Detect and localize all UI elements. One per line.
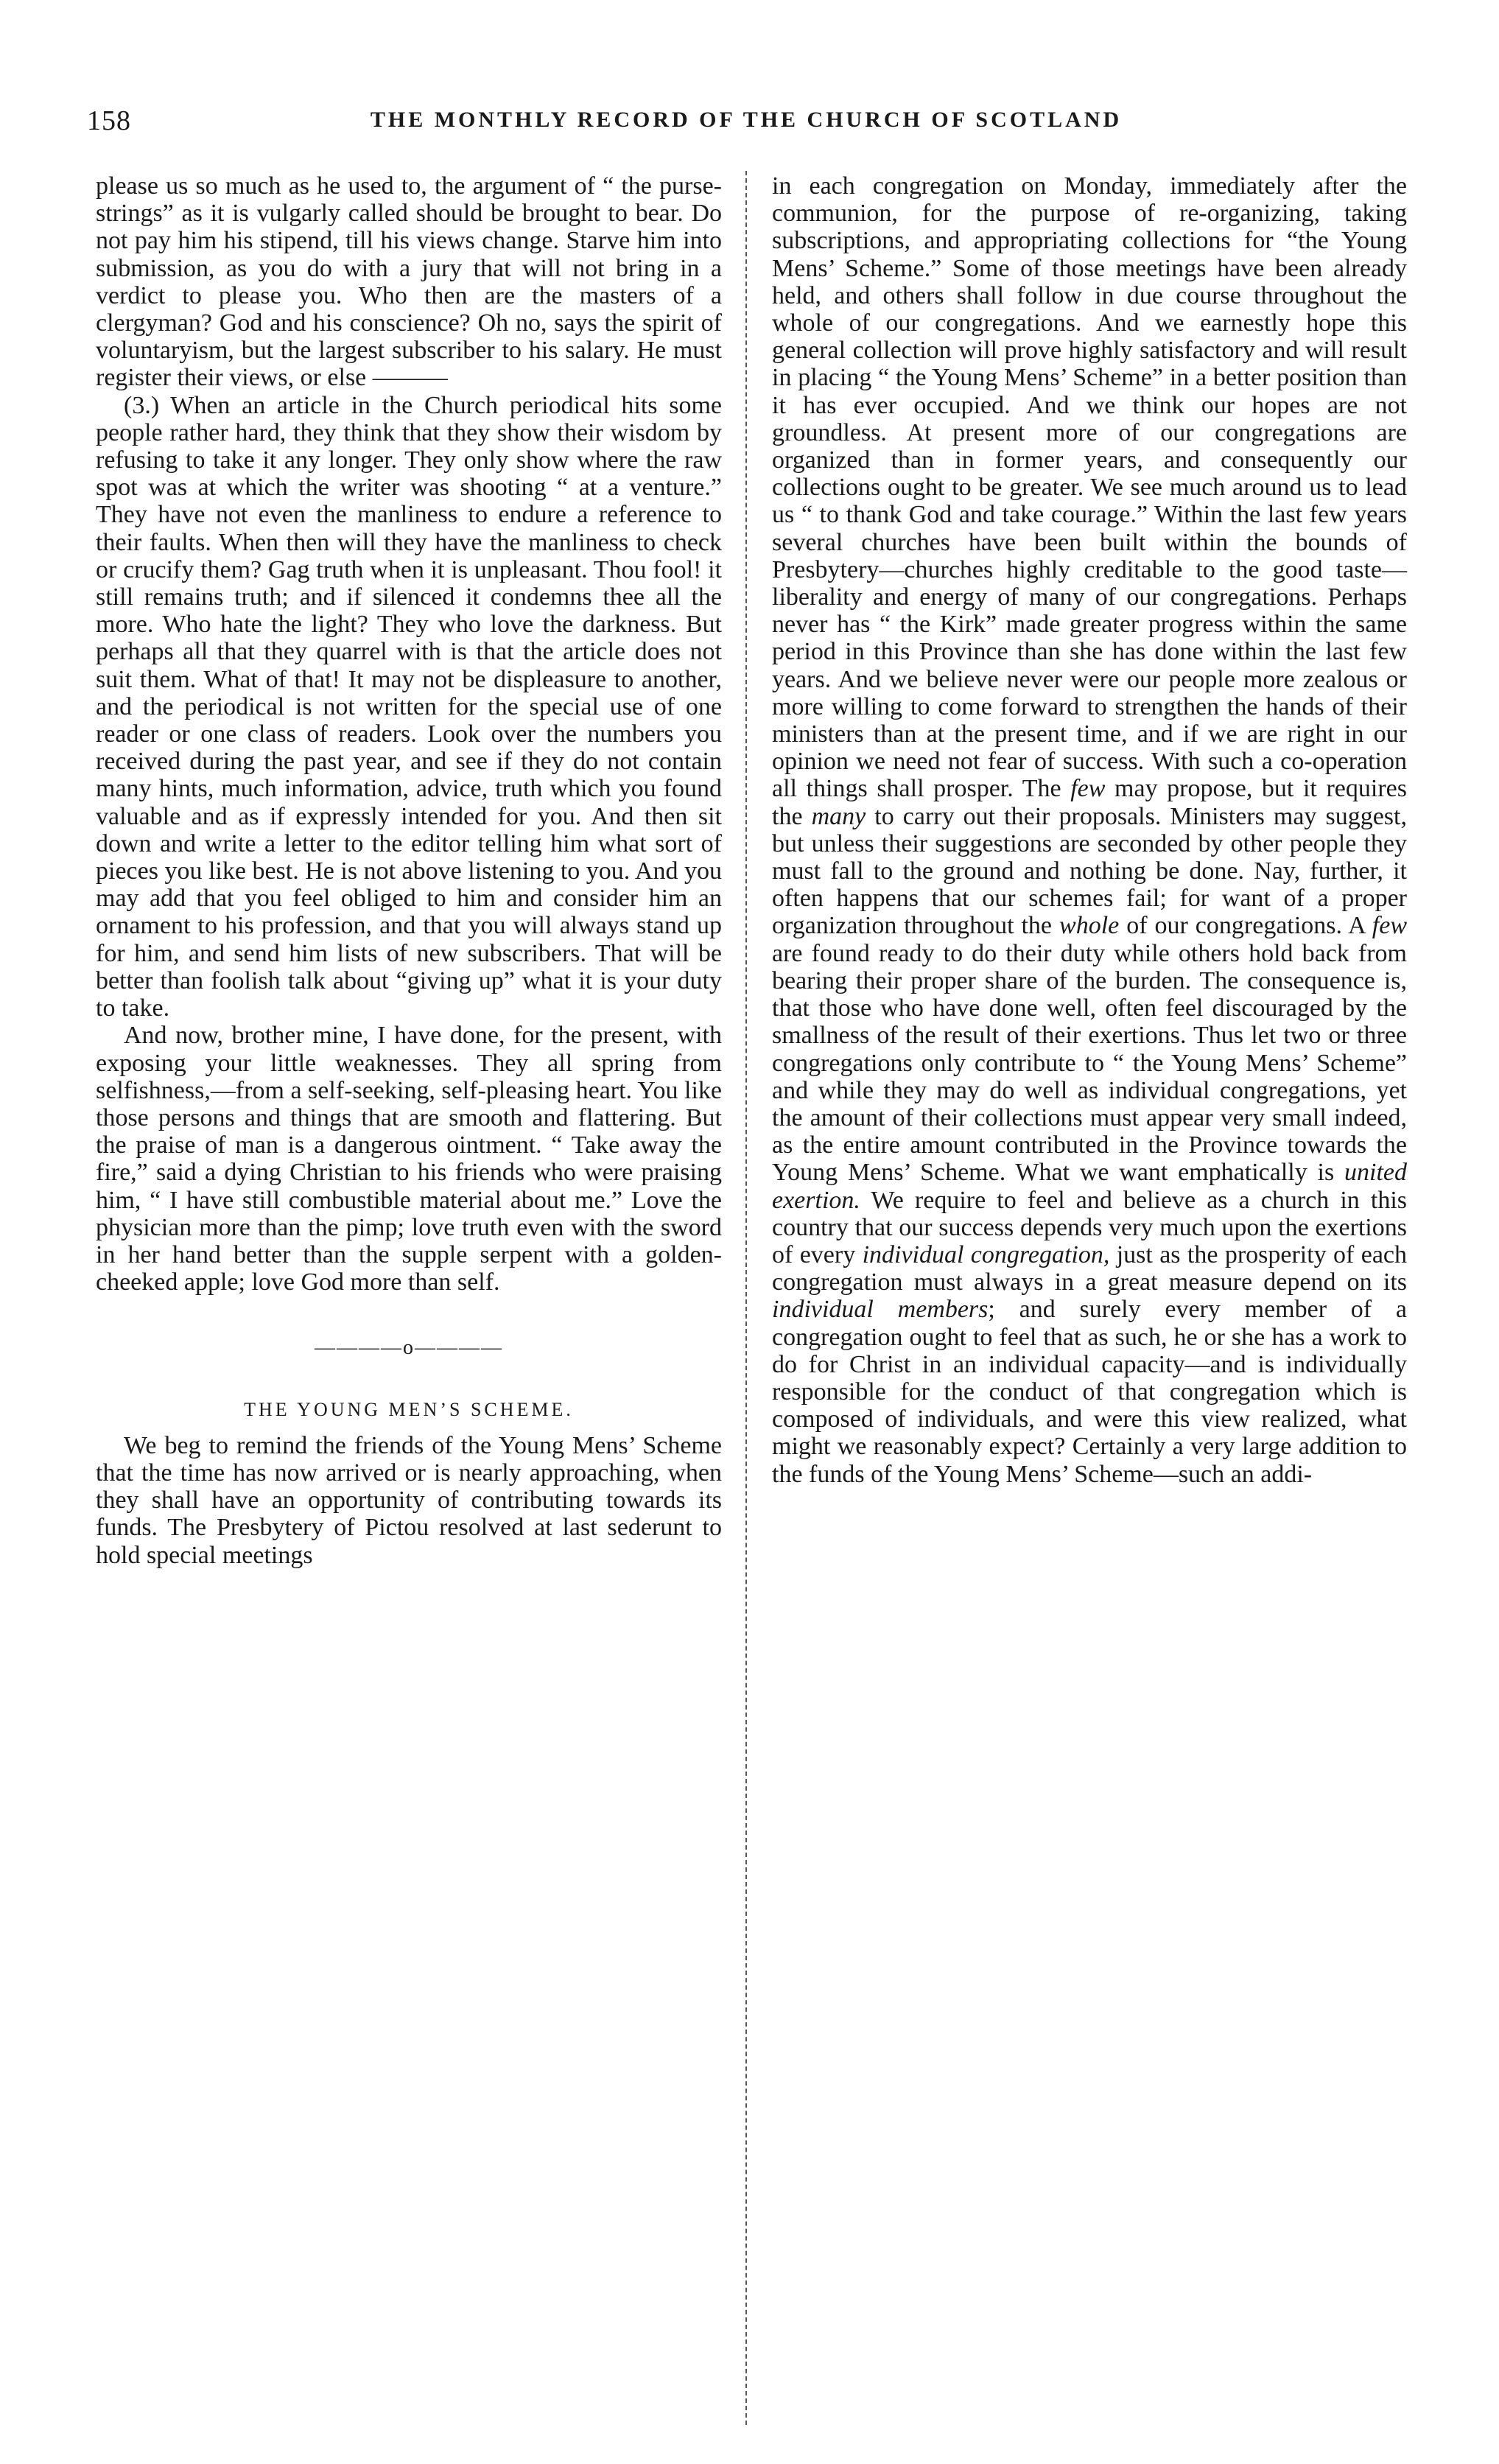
- italic-text: individual congregation,: [862, 1240, 1110, 1268]
- running-head: THE MONTHLY RECORD OF THE CHURCH OF SCOTLAND: [370, 108, 1123, 132]
- text-run: may propose, but it requires the: [772, 775, 1407, 830]
- italic-text: few: [1372, 912, 1408, 940]
- text-run: of our congregations. A: [1119, 912, 1372, 940]
- paragraph: And now, brother mine, I have done, for the present, with exposing your little weaknesses. They all spring from selfishness,—from a self-seeking, self-pleasing heart. You like those persons and things that are smooth and flattering. But the praise of man is a dangerous ointment. “ Take away the fire,” said a dying Christian to his friends who were praising him, “ I have still combustible material about me.” Love the physician more than the pimp; love truth even with the sword in her hand better than the supple serpent with a golden-cheeked apple; love God more than self.: [96, 1022, 722, 1296]
- section-separator: ————o————: [315, 1336, 503, 1360]
- column-rule: [745, 171, 749, 2425]
- italic-text: whole: [1059, 912, 1120, 940]
- italic-text: few: [1070, 775, 1106, 803]
- italic-text: individual members: [772, 1296, 989, 1324]
- text-run: We require to feel and believe as a church in this country that our success depends very much upon the exertions of every: [772, 1186, 1407, 1268]
- text-run: are found ready to do their duty while others hold back from bearing their proper share of the burden. The consequence is, that those who have done well, often feel discouraged by the smallness of the result of their exertions. Thus let two or three congregations only contribute to “ the Young Mens’ Scheme” and while they may do well as individual congregations, yet the amount of their collections must appear very small indeed, as the entire amount contributed in the Province towards the Young Mens’ Scheme. What we want emphatically is: [772, 939, 1407, 1187]
- italic-text: united exertion.: [772, 1159, 1407, 1214]
- section-title: THE YOUNG MEN’S SCHEME.: [244, 1398, 574, 1420]
- text-run: ; and surely every member of a congregation ought to feel that as such, he or she has a work to do for Christ in an individual capacity—and is individually responsible for the conduct of that congregation which is composed of individuals, and were this view realized, what might we reasonably expect? Certainly a very large addition to the funds of the Young Mens’ Scheme—such an addi-: [772, 1296, 1407, 1488]
- italic-text: many: [811, 802, 866, 830]
- left-column: [96, 172, 722, 2426]
- page-header: [87, 105, 1405, 146]
- text-run: just as the prosperity of each congregation must always in a great measure depend on its: [772, 1240, 1408, 1296]
- right-column: [772, 172, 1407, 2426]
- text-run: to carry out their proposals. Ministers may suggest, but unless their suggestions are seconded by other people they must fall to the ground and nothing be done. Nay, further, it often happens that our schemes fail; for want of a proper organization throughout the: [772, 802, 1407, 940]
- paragraph: (3.) When an article in the Church periodical hits some people rather hard, they think that they show their wisdom by refusing to take it any longer. They only show where the raw spot was at which the writer was shooting “ at a venture.” They have not even the manliness to endure a reference to their faults. When then will they have the manliness to check or crucify them? Gag truth when it is unpleasant. Thou fool! it still remains truth; and if silenced it condemns thee all the more. Who hate the light? They who love the darkness. But perhaps all that they quarrel with is that the article does not suit them. What of that! It may not be displeasure to another, and the periodical is not written for the special use of one reader or one class of readers. Look over the numbers you received during the past year, and see if they do not contain many hints, much information, advice, truth which you found valuable and as if expressly intended for you. And then sit down and write a letter to the editor telling him what sort of pieces you like best. He is not above listening to you. And you may add that you feel obliged to him and consider him an ornament to his profession, and that you will always stand up for him, and send him lists of new subscribers. That will be better than foolish talk about “giving up” what it is your duty to take.: [96, 391, 722, 1022]
- paragraph: [772, 172, 1407, 1488]
- paragraph: We beg to remind the friends of the Young Mens’ Scheme that the time has now arrived or is nearly approaching, when they shall have an opportunity of contributing towards its funds. The Presbytery of Pictou resolved at last sederunt to hold special meetings: [96, 1431, 722, 1569]
- text-run: in each congregation on Monday, immediately after the communion, for the purpose of re-organizing, taking subscriptions, and appropriating collections for “the Young Mens’ Scheme.” Some of those meetings have been already held, and others shall follow in due course throughout the whole of our congregations. And we earnestly hope this general collection will prove highly satisfactory and will result in placing “ the Young Mens’ Scheme” in a better position than it has ever occupied. And we think our hopes are not groundless. At present more of our congregations are organized than in former years, and consequently our collections ought to be greater. We see much around us to lead us “ to thank God and take courage.” Within the last few years several churches have been built within the bounds of Presbytery—churches highly creditable to the good taste—liberality and energy of many of our congregations. Perhaps never has “ the Kirk” made greater progress within the same period in this Province than she has done within the last few years. And we believe never were our people more zealous or more willing to come forward to strengthen the hands of their ministers than at the present time, and if we are right in our opinion we need not fear of success. With such a co-operation all things shall prosper. The: [772, 172, 1407, 803]
- page-number: 158: [87, 105, 131, 136]
- paragraph: please us so much as he used to, the argument of “ the purse-strings” as it is vulgarly called should be brought to bear. Do not pay him his stipend, till his views change. Starve him into submission, as you do with a jury that will not bring in a verdict to please you. Who then are the masters of a clergyman? God and his conscience? Oh no, says the spirit of voluntaryism, but the largest subscriber to his salary. He must register their views, or else ———: [96, 172, 722, 392]
